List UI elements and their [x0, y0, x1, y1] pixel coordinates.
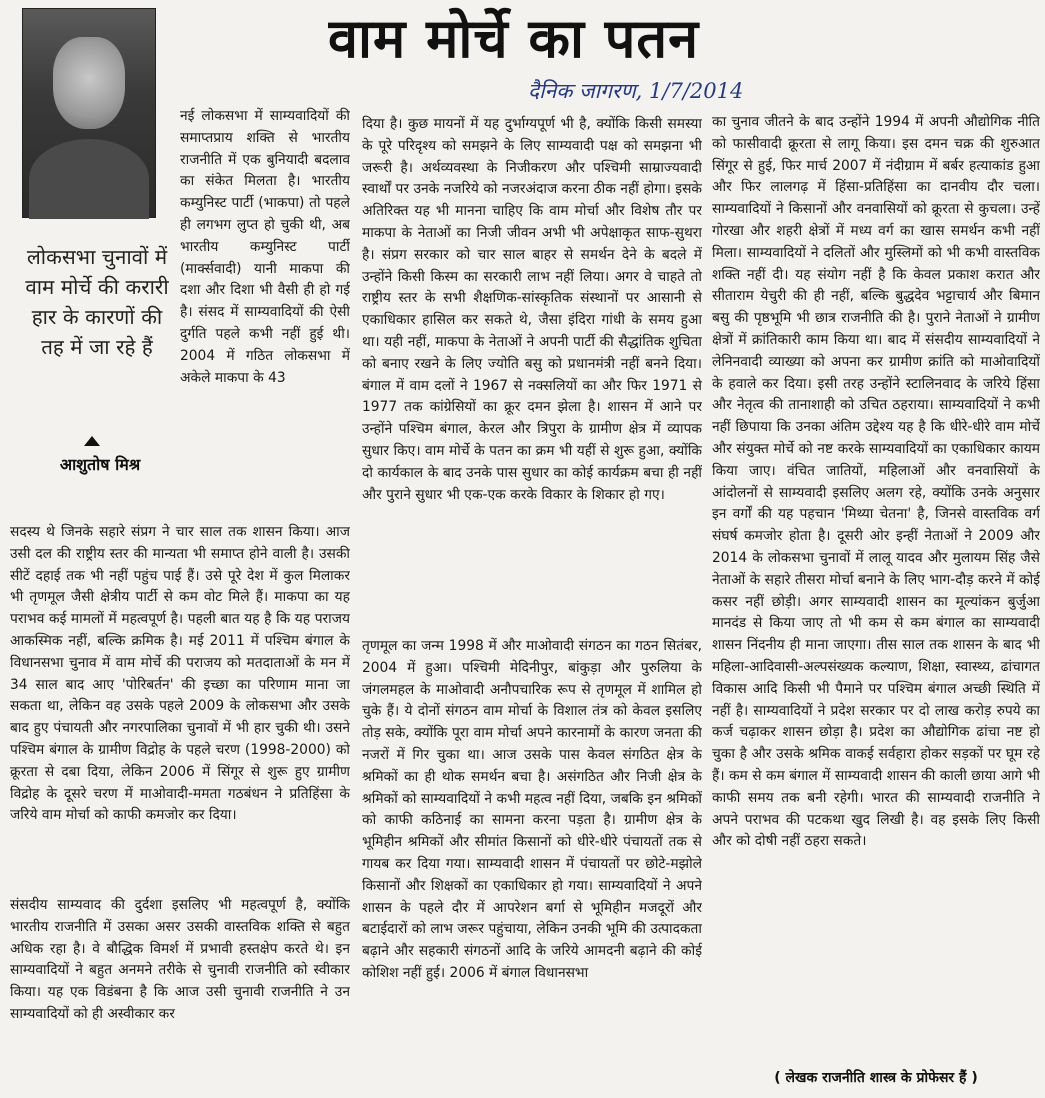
author-photo — [22, 8, 156, 218]
headline: वाम मोर्चे का पतन — [328, 7, 700, 70]
article-paragraph-1: नई लोकसभा में साम्यवादियों की समाप्तप्राय शक्ति से भारतीय राजनीति में एक बुनियादी बदलाव का संकेत मिलता है। भारतीय कम्युनिस्ट पार्टी (भाकपा) तो पहले ही लगभग लुप्त हो चुकी थी, अब भारतीय कम्युनिस्ट पार्टी (मार्क्सवादी) यानी माकपा की दशा और दिशा भी वैसी ही हो गई है। संसद में साम्यवादियों की ऐसी दुर्गति पहले कभी नहीं हुई थी। 2004 में गठित लोकसभा में अकेले माकपा के 43 — [180, 108, 350, 386]
author-byline: आशुतोष मिश्र — [59, 455, 141, 474]
triangle-icon — [84, 436, 100, 446]
article-paragraph-4: दिया है। कुछ मायनों में यह दुर्भाग्यपूर्ण भी है, क्योंकि किसी समस्या के पूरे परिदृश्य को समझने के लिए साम्यवादी पक्ष को समझना भी जरूरी है। अर्थव्यवस्था के निजीकरण और पश्चिमी साम्राज्यवादी स्वार्थों पर उनके नजरिये को नजरअंदाज करना ठीक नहीं होगा। इसके अतिरिक्त यह भी मानना चाहिए कि वाम मोर्चा और विशेष तौर पर माकपा के नेताओं का निजी जीवन अभी भी अपेक्षाकृत साफ-सुथरा है। संप्रग सरकार को चार साल बाहर से समर्थन देने के बदले में उन्होंने किसी किस्म का सरकारी लाभ नहीं लिया। अगर वे चाहते तो राष्ट्रीय स्तर के सभी शैक्षणिक-सांस्कृतिक संस्थानों पर आसानी से एकाधिकार हासिल कर सकते थे, जैसा इंदिरा गांधी के समय हुआ था। यही नहीं, माकपा के नेताओं ने अपनी पार्टी की सैद्धांतिक शुचिता को बनाए रखने के लिए ज्योति बसु को प्रधानमंत्री नहीं बनने दिया। बंगाल में वाम दलों ने 1967 से नक्सलियों का और फिर 1971 से 1977 तक कांग्रेसियों का क्रूर दमन झेला है। शासन में आने पर उन्होंने पश्चिम बंगाल, केरल और त्रिपुरा के ग्रामीण क्षेत्र में व्यापक सुधार किए। वाम मोर्चे के पतन का क्रम भी यहीं से शुरू हुआ, क्योंकि दो कार्यकाल के बाद उनके पास सुधार का कोई कार्यक्रम बचा ही नहीं और पुराने सुधार भी एक-एक करके विकार के शिकार हो गए। — [362, 116, 702, 503]
author-photo-face — [53, 37, 125, 129]
article-paragraph-6: का चुनाव जीतने के बाद उन्होंने 1994 में अपनी औद्योगिक नीति को फासीवादी क्रूरता से लागू किया। इस दमन चक्र की शुरुआत सिंगूर से हुई, फिर मार्च 2007 में नंदीग्राम में बर्बर हत्याकांड हुआ और फिर लालगढ़ में हिंसा-प्रतिहिंसा का दानवीय दौर चला। साम्यवादियों ने किसानों और वनवासियों को क्रूरता से कुचला। उन्हें गोरखा और शहरी क्षेत्रों में मध्य वर्ग का खास समर्थन कभी नहीं मिला। साम्यवादियों ने दलितों और मुस्लिमों को भी कभी वास्तविक शक्ति नहीं दी। यह संयोग नहीं है कि केवल प्रकाश करात और सीताराम येचुरी की ही नहीं, बल्कि बुद्धदेव भट्टाचार्य और बिमान बसु की पृष्ठभूमि भी छात्र राजनीति की है। पुराने नेताओं ने ग्रामीण क्षेत्रों में क्रांतिकारी काम किया था। बाद में संसदीय साम्यवादियों ने लेनिनवादी व्याख्या को अपना कर ग्रामीण क्रांति को माओवादियों के हवाले कर दिया। इसी तरह उन्होंने स्टालिनवाद के जरिये हिंसा और नेतृत्व की तानाशाही को उचित ठहराया। साम्यवादियों ने कभी नहीं छिपाया कि उनका अंतिम उद्देश्य यह है कि धीरे-धीरे वाम मोर्चे और संयुक्त मोर्चे को नष्ट करके साम्यवादियों का एकाधिकार कायम किया जाए। वंचित जातियों, महिलाओं और वनवासियों के आंदोलनों से साम्यवादी इसलिए अलग रहे, क्योंकि उनके अनुसार इन वर्गों की यह पहचान 'मिथ्या चेतना' है, जिनसे वास्तविक वर्ग संघर्ष कमजोर होता है। दूसरी ओर इन्हीं नेताओं ने 2009 और 2014 के लोकसभा चुनावों में लालू यादव और मुलायम सिंह जैसे नेताओं के सहारे तीसरा मोर्चा बनाने के लिए भाग-दौड़ करने में कोई कसर नहीं छोड़ी। अगर साम्यवादी शासन का मूल्यांकन बुर्जुआ मानदंड से किया जाए तो भी कम से कम बंगाल का साम्यवादी शासन निंदनीय ही माना जाएगा। तीस साल तक शासन के बाद भी महिला-आदिवासी-अल्पसंख्यक कल्याण, शिक्षा, स्वास्थ्य, ढांचागत विकास आदि किसी भी पैमाने पर पश्चिम बंगाल अच्छी स्थिति में नहीं है। साम्यवादियों ने प्रदेश सरकार पर दो लाख करोड़ रुपये का कर्ज चढ़ाकर शासन छोड़ा है। प्रदेश का औद्योगिक ढांचा नष्ट हो चुका है और उसके श्रमिक वाकई सर्वहारा होकर सड़कों पर घूम रहे हैं। कम से कम बंगाल में साम्यवादी शासन की काली छाया आगे भी काफी समय तक बनी रहेगी। भारत की साम्यवादी राजनीति ने अपने पराभव की पटकथा खुद लिखी है। वह इसके लिए किसी और को दोषी नहीं ठहरा सकते। — [712, 114, 1040, 850]
pull-quote: लोकसभा चुनावों में वाम मोर्चे की करारी हार के कारणों की तह में जा रहे हैं — [25, 245, 169, 359]
article-paragraph-2: सदस्य थे जिनके सहारे संप्रग ने चार साल तक शासन किया। आज उसी दल की राष्ट्रीय स्तर की मान्यता भी समाप्त होने वाली है। उसकी सीटें दहाई तक भी नहीं पहुंच पाई हैं। उसे पूरे देश में कुल मिलाकर भी तृणमूल जैसी क्षेत्रीय पार्टी से कम वोट मिले हैं। माकपा का यह पराभव कई मामलों में महत्वपूर्ण है। पहली बात यह है कि यह पराजय आकस्मिक नहीं, बल्कि क्रमिक है। मई 2011 में पश्चिम बंगाल के विधानसभा चुनाव में वाम मोर्चे की पराजय को मतदाताओं के मन में 34 साल बाद आए 'पोरिबर्तन' की इच्छा का परिणाम माना जा सकता था, लेकिन वह उसके पहले 2009 के लोकसभा और उसके बाद हुए पंचायती और नगरपालिका चुनावों में भी हार चुकी थी। उसने पश्चिम बंगाल के ग्रामीण विद्रोह के पहले चरण (1998-2000) को क्रूरता से दबा दिया, लेकिन 2006 में सिंगूर से शुरू हुए ग्रामीण विद्रोह के दूसरे चरण में माओवादी-ममता गठबंधन ने प्रतिहिंसा के जरिये वाम मोर्चा को काफी कमजोर कर दिया। — [10, 524, 350, 824]
handwritten-source-note: दैनिक जागरण, 1/7/2014 — [528, 79, 744, 103]
author-photo-shoulders — [29, 139, 149, 219]
article-paragraph-5: तृणमूल का जन्म 1998 में और माओवादी संगठन का गठन सितंबर, 2004 में हुआ। पश्चिमी मेदिनीपुर, बांकुड़ा और पुरुलिया के जंगलमहल के माओवादी अनौपचारिक रूप से तृणमूल में शामिल हो चुके हैं। ये दोनों संगठन वाम मोर्चा के विशाल तंत्र को केवल इसलिए तोड़ सके, क्योंकि पूरा वाम मोर्चा अपने कारनामों के कारण जनता की नजरों में गिर चुका था। आज उसके पास केवल संगठित क्षेत्र के श्रमिकों का ही थोक समर्थन बचा है। असंगठित और निजी क्षेत्र के श्रमिकों को साम्यवादियों ने कभी महत्व नहीं दिया, जबकि इन श्रमिकों को काफी कठिनाई का सामना करना पड़ता है। ग्रामीण क्षेत्र के भूमिहीन श्रमिकों और सीमांत किसानों को धीरे-धीरे पंचायतों तक से गायब कर दिया गया। साम्यवादी शासन में पंचायतों पर छोटे-मझोले किसानों और शिक्षकों का एकाधिकार हो गया। साम्यवादियों ने अपने शासन के पहले दौर में आपरेशन बर्गा से भूमिहीन मजदूरों और बटाईदारों को लाभ जरूर पहुंचाया, लेकिन उनकी भूमि की उत्पादकता बढ़ाने और सहकारी संगठनों आदि के जरिये आमदनी बढ़ाने की कोई कोशिश नहीं हुई। 2006 में बंगाल विधानसभा — [362, 638, 702, 981]
author-credit: ( लेखक राजनीति शास्त्र के प्रोफेसर हैं ) — [774, 1070, 978, 1086]
article-paragraph-3: संसदीय साम्यवाद की दुर्दशा इसलिए भी महत्वपूर्ण है, क्योंकि भारतीय राजनीति में उसका असर उसकी वास्तविक शक्ति से बहुत अधिक रहा है। वे बौद्धिक विमर्श में प्रभावी हस्तक्षेप करते थे। इन साम्यवादियों ने बहुत अनमने तरीके से चुनावी राजनीति को स्वीकार किया। यह एक विडंबना है कि आज उसी चुनावी राजनीति ने उन साम्यवादियों को ही अस्वीकार कर — [10, 897, 350, 1022]
